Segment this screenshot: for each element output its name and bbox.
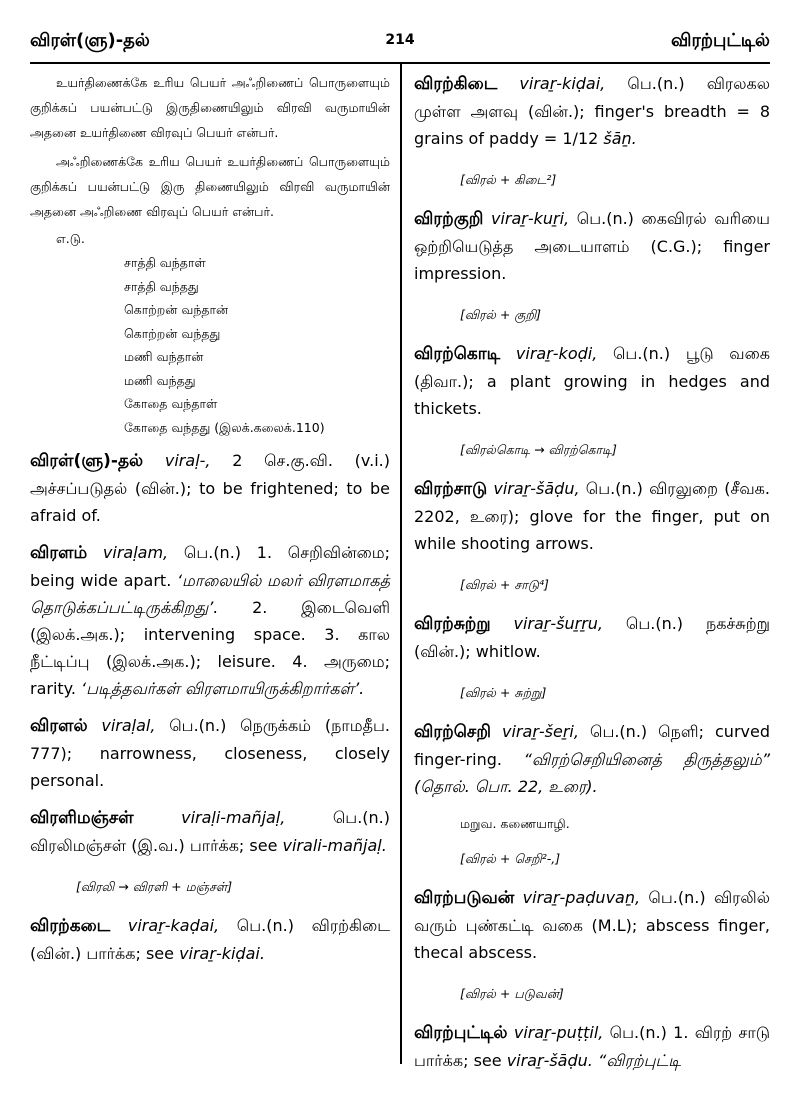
entry-transliteration: viraṟ-paḍuvaṉ, xyxy=(522,888,641,907)
example-line: மணி வந்தது xyxy=(124,372,196,388)
entry-headword: விரளல் xyxy=(30,716,88,736)
entry-definition: பெ.(n.) விரலில் வரும் புண்கட்டி வகை (M.L); abscess finger, thecal abscess. xyxy=(414,888,770,962)
example-line: கொற்றன் வந்தது xyxy=(124,325,221,341)
entry-headword: விரற்குறி xyxy=(414,209,484,229)
left-column xyxy=(30,70,390,967)
example-line: கொற்றன் வந்தான் xyxy=(124,302,229,317)
entry-headword: விரற்புட்டில் xyxy=(414,1023,508,1043)
etymology: [விரலி → விரளி + மஞ்சள்] xyxy=(76,879,233,894)
example-line: கோதை வந்தது (இலக்.கலைக்.110) xyxy=(124,419,325,435)
entry-transliteration: viraṟ-šāḍu, xyxy=(493,479,580,498)
entry-headword: விரற்சுற்று xyxy=(414,614,491,634)
entry-headword: விரளம் xyxy=(30,543,88,563)
dictionary-entry xyxy=(414,205,770,287)
etymology: [விரல் + செறி²-,] xyxy=(460,851,561,866)
entry-definition: பெ.(n.) நெளி; curved finger-ring. xyxy=(414,722,770,769)
etymology: [விரல் + கிடை²] xyxy=(460,172,557,187)
entry-transliteration: viraṟ-šeṟi, xyxy=(502,722,579,741)
entry-transliteration: viraḷ-, xyxy=(164,451,211,470)
dictionary-entry xyxy=(414,1019,770,1074)
etymology: [விரல் + படுவன்] xyxy=(460,986,564,1001)
entry-definition: 2 செ.கு.வி. (v.i.) அச்சப்படுதல் (வின்.); to be frightened; to be afraid of. xyxy=(30,451,390,525)
page-header xyxy=(30,30,770,58)
entry-headword: விரற்படுவன் xyxy=(414,888,515,908)
entry-quotation: ‘படித்தவர்கள் விரளமாயிருக்கிறார்கள்’. xyxy=(81,679,365,698)
etymology: [விரல் + குறி] xyxy=(460,307,542,322)
dictionary-entry xyxy=(30,447,390,529)
entry-definition: பெ.(n.) விரலகல முள்ள அளவு (வின்.); finger's breadth = 8 grains of paddy = 1/12 xyxy=(414,74,770,148)
entry-headword: விரற்செறி xyxy=(414,722,491,742)
example-label: எ.டு. xyxy=(56,231,85,246)
entry-headword: விரற்கிடை xyxy=(414,74,498,94)
entry-transliteration: viraḷi-mañjaḷ, xyxy=(181,808,286,827)
entry-definition: பெ.(n.) 1. செறிவின்மை; being wide apart. xyxy=(30,543,390,590)
grammar-note xyxy=(30,70,390,439)
entry-cross-reference: virali-mañjaḷ. xyxy=(282,836,387,855)
entry-cross-reference: viraṟ-kiḍai. xyxy=(179,944,265,963)
entry-transliteration: viraṟ-koḍi, xyxy=(515,344,598,363)
entry-definition: பெ.(n.) விரலிமஞ்சள் (இ.வ.) பார்க்க; see xyxy=(30,808,390,855)
page-number: 214 xyxy=(385,32,415,48)
dictionary-entry xyxy=(30,912,390,967)
header-right-headword: விரற்புட்டில் xyxy=(670,30,770,51)
entry-definition: பெ.(n.) கைவிரல் வரியை ஒற்றியெடுத்த அடையாளம் (C.G.); finger impression. xyxy=(414,209,770,283)
entry-cross-reference: viraṟ-šāḍu. xyxy=(506,1051,593,1070)
etymology: [விரல் + சாடு⁴] xyxy=(460,577,549,592)
note-paragraph: உயர்திணைக்கே உரிய பெயர் அஃறிணைப் பொருளையும் குறிக்கப் பயன்பட்டு இருதிணையிலும் விரவி வருமாயின் அதனை உயர்திணை விரவுப் பெயர் என்பர். xyxy=(30,75,390,140)
dictionary-entry xyxy=(414,610,770,665)
entry-headword: விரற்கொடி xyxy=(414,344,501,364)
entry-headword: விரற்கடை xyxy=(30,916,111,936)
entry-transliteration: viraṟ-kiḍai, xyxy=(519,74,606,93)
dictionary-entry xyxy=(414,884,770,966)
entry-headword: விரள்(ளு)-தல் xyxy=(30,451,144,471)
example-line: கோதை வந்தாள் xyxy=(124,396,218,411)
entry-definition: பெ.(n.) நகச்சுற்று (வின்.); whitlow. xyxy=(414,614,771,661)
synonym: மறுவ. கணையாழி. xyxy=(460,816,570,831)
entry-definition: பெ.(n.) விரற்கிடை (வின்.) பார்க்க; see xyxy=(30,916,390,963)
dictionary-entry xyxy=(30,804,390,859)
entry-transliteration: viraḷal, xyxy=(101,716,156,735)
entry-definition: பெ.(n.) 1. விரற் சாடு பார்க்க; see xyxy=(414,1023,770,1070)
entry-definition: 2. இடைவெளி (இலக்.அக.); intervening space. 3. கால நீட்டிப்பு (இலக்.அக.); leisure. 4. அருமை; rarity. xyxy=(30,598,390,698)
etymology: [விரல்கொடி → விரற்கொடி] xyxy=(460,442,617,457)
dictionary-entry xyxy=(30,712,390,794)
example-line: சாத்தி வந்தாள் xyxy=(124,255,206,270)
dictionary-entry xyxy=(414,718,770,800)
right-column xyxy=(414,70,770,1074)
entry-headword: விரற்சாடு xyxy=(414,479,488,499)
example-line: சாத்தி வந்தது xyxy=(124,278,199,294)
dictionary-entry xyxy=(414,475,770,557)
entry-quotation: “விரற்செறியினைத் திருத்தலும்” (தொல். பொ. 22, உரை). xyxy=(414,750,770,796)
entry-italic-term: šāṉ. xyxy=(603,129,637,148)
entry-headword: விரளிமஞ்சள் xyxy=(30,808,134,828)
dictionary-entry xyxy=(414,70,770,152)
example-line: மணி வந்தான் xyxy=(124,349,204,364)
entry-definition: பெ.(n.) விரலுறை (சீவக. 2202, உரை); glove for the finger, put on while shooting arrows. xyxy=(414,479,770,553)
entry-transliteration: viraṟ-kaḍai, xyxy=(127,916,220,935)
entry-quotation: “விரற்புட்டி xyxy=(592,1051,681,1070)
dictionary-entry xyxy=(414,340,770,422)
etymology: [விரல் + சுற்று] xyxy=(460,685,547,700)
note-paragraph: அஃறிணைக்கே உரிய பெயர் உயர்திணைப் பொருளையும் குறிக்கப் பயன்பட்டு இரு திணையிலும் விரவி வருமாயின் அதனை அஃறிணை விரவுப் பெயர் என்பர். xyxy=(30,154,390,219)
entry-transliteration: viraḷam, xyxy=(102,543,169,562)
entry-transliteration: viraṟ-šuṟṟu, xyxy=(513,614,603,633)
entry-transliteration: viraṟ-puṭṭil, xyxy=(513,1023,604,1042)
dictionary-entry xyxy=(30,539,390,702)
header-left-headword: விரள்(ளு)-தல் xyxy=(30,30,150,51)
entry-quotation: ‘மாலையில் மலர் விரளமாகத் தொடுக்கப்பட்டிருக்கிறது’. xyxy=(30,571,390,617)
column-divider xyxy=(400,64,402,1064)
entry-definition: பெ.(n.) பூடு வகை (திவா.); a plant growing in hedges and thickets. xyxy=(414,344,770,418)
entry-transliteration: viraṟ-kuṟi, xyxy=(490,209,570,228)
entry-definition: பெ.(n.) நெருக்கம் (நாமதீப. 777); narrowness, closeness, closely personal. xyxy=(30,716,390,790)
